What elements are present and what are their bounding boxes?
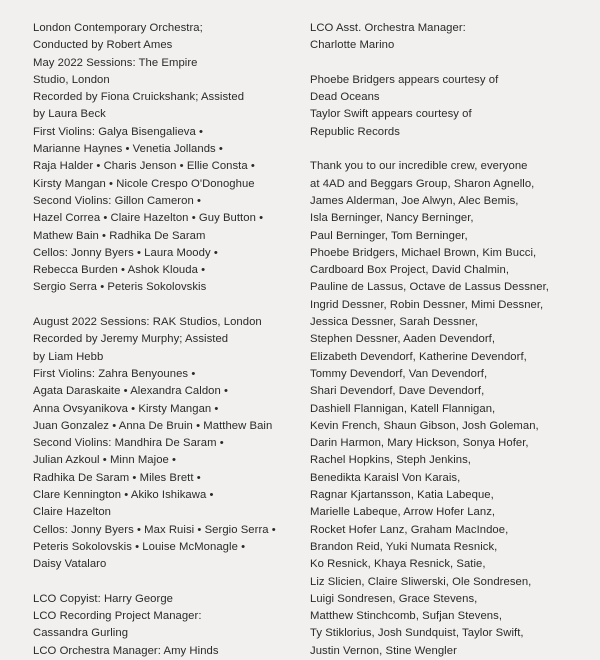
credit-line: Taylor Swift appears courtesy of: [310, 108, 472, 121]
credit-line: LCO Copyist: Harry George: [33, 592, 173, 605]
credit-line: London Contemporary Orchestra;: [33, 22, 203, 34]
block-spacer: [33, 297, 295, 314]
credit-block: [33, 314, 295, 573]
credit-line: at 4AD and Beggars Group, Sharon Agnello,: [310, 177, 535, 190]
block-spacer: [310, 141, 595, 158]
credit-line: Isla Berninger, Nancy Berninger,: [310, 212, 474, 225]
credit-line: Rocket Hofer Lanz, Graham MacIndoe,: [310, 523, 509, 536]
credit-line: Rebecca Burden • Ashok Klouda •: [33, 264, 206, 277]
credit-line: Cardboard Box Project, David Chalmin,: [310, 264, 510, 277]
credit-line: Republic Records: [310, 125, 400, 138]
credit-line: Anna Ovsyanikova • Kirsty Mangan •: [33, 402, 219, 415]
credit-line: Justin Vernon, Stine Wengler: [310, 644, 457, 657]
credit-line: Daisy Vatalaro: [33, 558, 107, 571]
credit-line: Pauline de Lassus, Octave de Lassus Dessner,: [310, 281, 549, 294]
credit-line: Ko Resnick, Khaya Resnick, Satie,: [310, 558, 486, 571]
credit-line: Paul Berninger, Tom Berninger,: [310, 229, 468, 242]
credit-line: Luigi Sondresen, Grace Stevens,: [310, 592, 478, 605]
credit-line: May 2022 Sessions: The Empire: [33, 56, 198, 69]
credit-block: [33, 20, 295, 297]
credit-line: Peteris Sokolovskis • Louise McMonagle •: [33, 540, 246, 553]
credit-line: by Liam Hebb: [33, 350, 104, 363]
credit-line: Agata Daraskaite • Alexandra Caldon •: [33, 385, 229, 398]
credit-line: Cellos: Jonny Byers • Laura Moody •: [33, 246, 218, 259]
credit-line: Dashiell Flannigan, Katell Flannigan,: [310, 402, 496, 415]
credit-line: Recorded by Jeremy Murphy; Assisted: [33, 333, 229, 346]
credit-line: Raja Halder • Charis Jenson • Ellie Consta •: [33, 160, 255, 173]
credit-block: [310, 20, 595, 55]
credit-line: Liz Slicien, Claire Sliwerski, Ole Sondresen,: [310, 575, 532, 588]
credit-line: Thank you to our incredible crew, everyone: [310, 160, 528, 173]
credit-block: [33, 591, 295, 660]
credit-line: James Alderman, Joe Alwyn, Alec Bemis,: [310, 194, 519, 207]
credit-line: Julian Azkoul • Minn Majoe •: [33, 454, 177, 467]
left-credits-column: [33, 20, 295, 660]
credit-line: Conducted by Robert Ames: [33, 39, 173, 52]
credit-line: Sergio Serra • Peteris Sokolovskis: [33, 281, 207, 294]
credit-line: First Violins: Zahra Benyounes •: [33, 367, 196, 380]
credit-line: Tommy Devendorf, Van Devendorf,: [310, 367, 488, 380]
credit-line: Claire Hazelton: [33, 506, 111, 519]
credit-line: LCO Asst. Orchestra Manager:: [310, 22, 466, 34]
credit-block: [310, 158, 595, 660]
credit-line: Jessica Dessner, Sarah Dessner,: [310, 316, 478, 329]
credit-line: Juan Gonzalez • Anna De Bruin • Matthew Bain: [33, 419, 273, 432]
credit-line: Dead Oceans: [310, 91, 380, 104]
credit-line: Rachel Hopkins, Steph Jenkins,: [310, 454, 471, 467]
credit-line: Hazel Correa • Claire Hazelton • Guy Button •: [33, 212, 264, 225]
credit-line: Charlotte Marino: [310, 39, 395, 52]
credit-line: Shari Devendorf, Dave Devendorf,: [310, 385, 485, 398]
credit-line: Phoebe Bridgers, Michael Brown, Kim Bucci,: [310, 246, 537, 259]
credit-line: Marianne Haynes • Venetia Jollands •: [33, 143, 223, 156]
credit-line: Ingrid Dessner, Robin Dessner, Mimi Dessner,: [310, 298, 544, 311]
credit-line: First Violins: Galya Bisengalieva •: [33, 125, 204, 138]
credit-line: by Laura Beck: [33, 108, 106, 121]
credit-line: Clare Kennington • Akiko Ishikawa •: [33, 489, 214, 502]
credit-line: Kirsty Mangan • Nicole Crespo O'Donoghue: [33, 177, 255, 190]
credit-line: Cassandra Gurling: [33, 627, 129, 640]
credit-line: Studio, London: [33, 73, 110, 86]
credit-line: Darin Harmon, Mary Hickson, Sonya Hofer,: [310, 437, 529, 450]
credit-line: Matthew Stinchcomb, Sufjan Stevens,: [310, 610, 503, 623]
credit-line: Elizabeth Devendorf, Katherine Devendorf,: [310, 350, 527, 363]
credit-line: Kevin French, Shaun Gibson, Josh Goleman,: [310, 419, 539, 432]
credit-line: LCO Orchestra Manager: Amy Hinds: [33, 644, 219, 657]
credit-line: Second Violins: Mandhira De Saram •: [33, 437, 224, 450]
credit-line: Marielle Labeque, Arrow Hofer Lanz,: [310, 506, 496, 519]
block-spacer: [310, 55, 595, 72]
credit-line: Mathew Bain • Radhika De Saram: [33, 229, 206, 242]
credit-block: [310, 72, 595, 141]
credit-line: Cellos: Jonny Byers • Max Ruisi • Sergio Serra •: [33, 523, 276, 536]
credit-line: Benedikta Karaisl Von Karais,: [310, 471, 461, 484]
credit-line: Stephen Dessner, Aaden Devendorf,: [310, 333, 496, 346]
credit-line: Radhika De Saram • Miles Brett •: [33, 471, 201, 484]
credit-line: August 2022 Sessions: RAK Studios, London: [33, 316, 262, 329]
credit-line: LCO Recording Project Manager:: [33, 610, 202, 623]
credit-line: Second Violins: Gillon Cameron •: [33, 194, 201, 207]
credit-line: Phoebe Bridgers appears courtesy of: [310, 73, 499, 86]
credit-line: Ty Stiklorius, Josh Sundquist, Taylor Swift,: [310, 627, 524, 640]
credit-line: Recorded by Fiona Cruickshank; Assisted: [33, 91, 245, 104]
block-spacer: [33, 574, 295, 591]
credit-line: Ragnar Kjartansson, Katia Labeque,: [310, 489, 494, 502]
credit-line: Brandon Reid, Yuki Numata Resnick,: [310, 540, 498, 553]
right-credits-column: [310, 20, 595, 660]
